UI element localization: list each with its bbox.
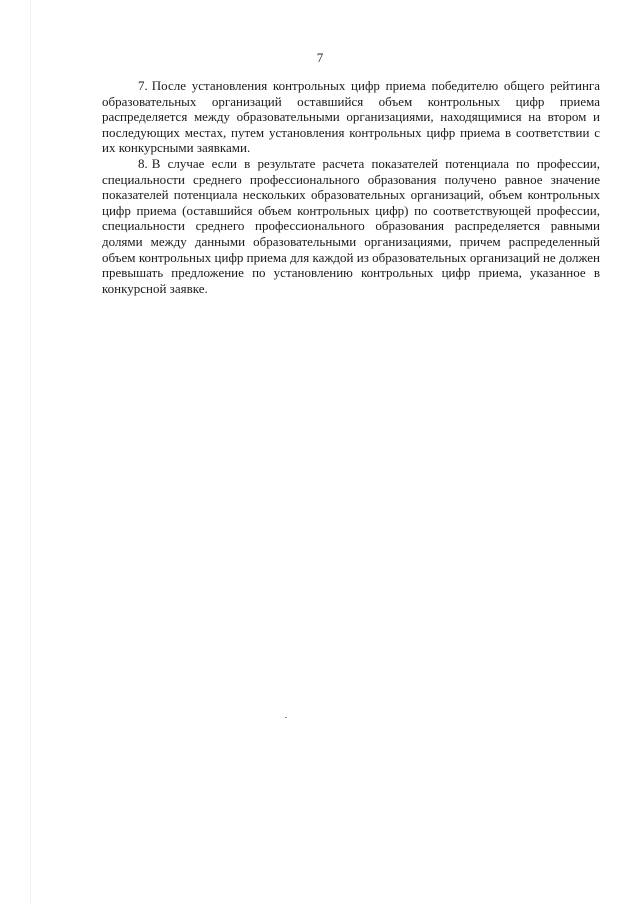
paragraph-text: В случае если в результате расчета показателей потенциала по профессии, специальности среднего профессионального образования получено равное значение показателей потенциала нескольких образовательных организаций, объем контрольных цифр приема (оставшийся объем контрольных цифр) по соответствующей профессии, специальности среднего профессионального образования распределяется равными долями между данными образовательными организациями, причем распределенный объем контрольных цифр приема для каждой из образовательных организаций не должен превышать предложение по установлению контрольных цифр приема, указанное в конкурсной заявке. (102, 155, 600, 296)
scan-edge-shadow (30, 0, 31, 905)
paragraph-8 (102, 156, 600, 296)
paragraph-7 (102, 78, 600, 156)
paragraph-number: 7. (138, 78, 148, 93)
page-number: 7 (316, 50, 324, 65)
paragraph-text: После установления контрольных цифр приема победителю общего рейтинга образовательных организаций оставшийся объем контрольных цифр приема распределяется между образовательными организациями, находящимися на втором и последующих местах, путем установления контрольных цифр приема в соответствии с их конкурсными заявками. (102, 78, 600, 156)
scan-speck (285, 717, 287, 718)
paragraph-number: 8. (138, 155, 148, 171)
document-body (102, 78, 600, 296)
